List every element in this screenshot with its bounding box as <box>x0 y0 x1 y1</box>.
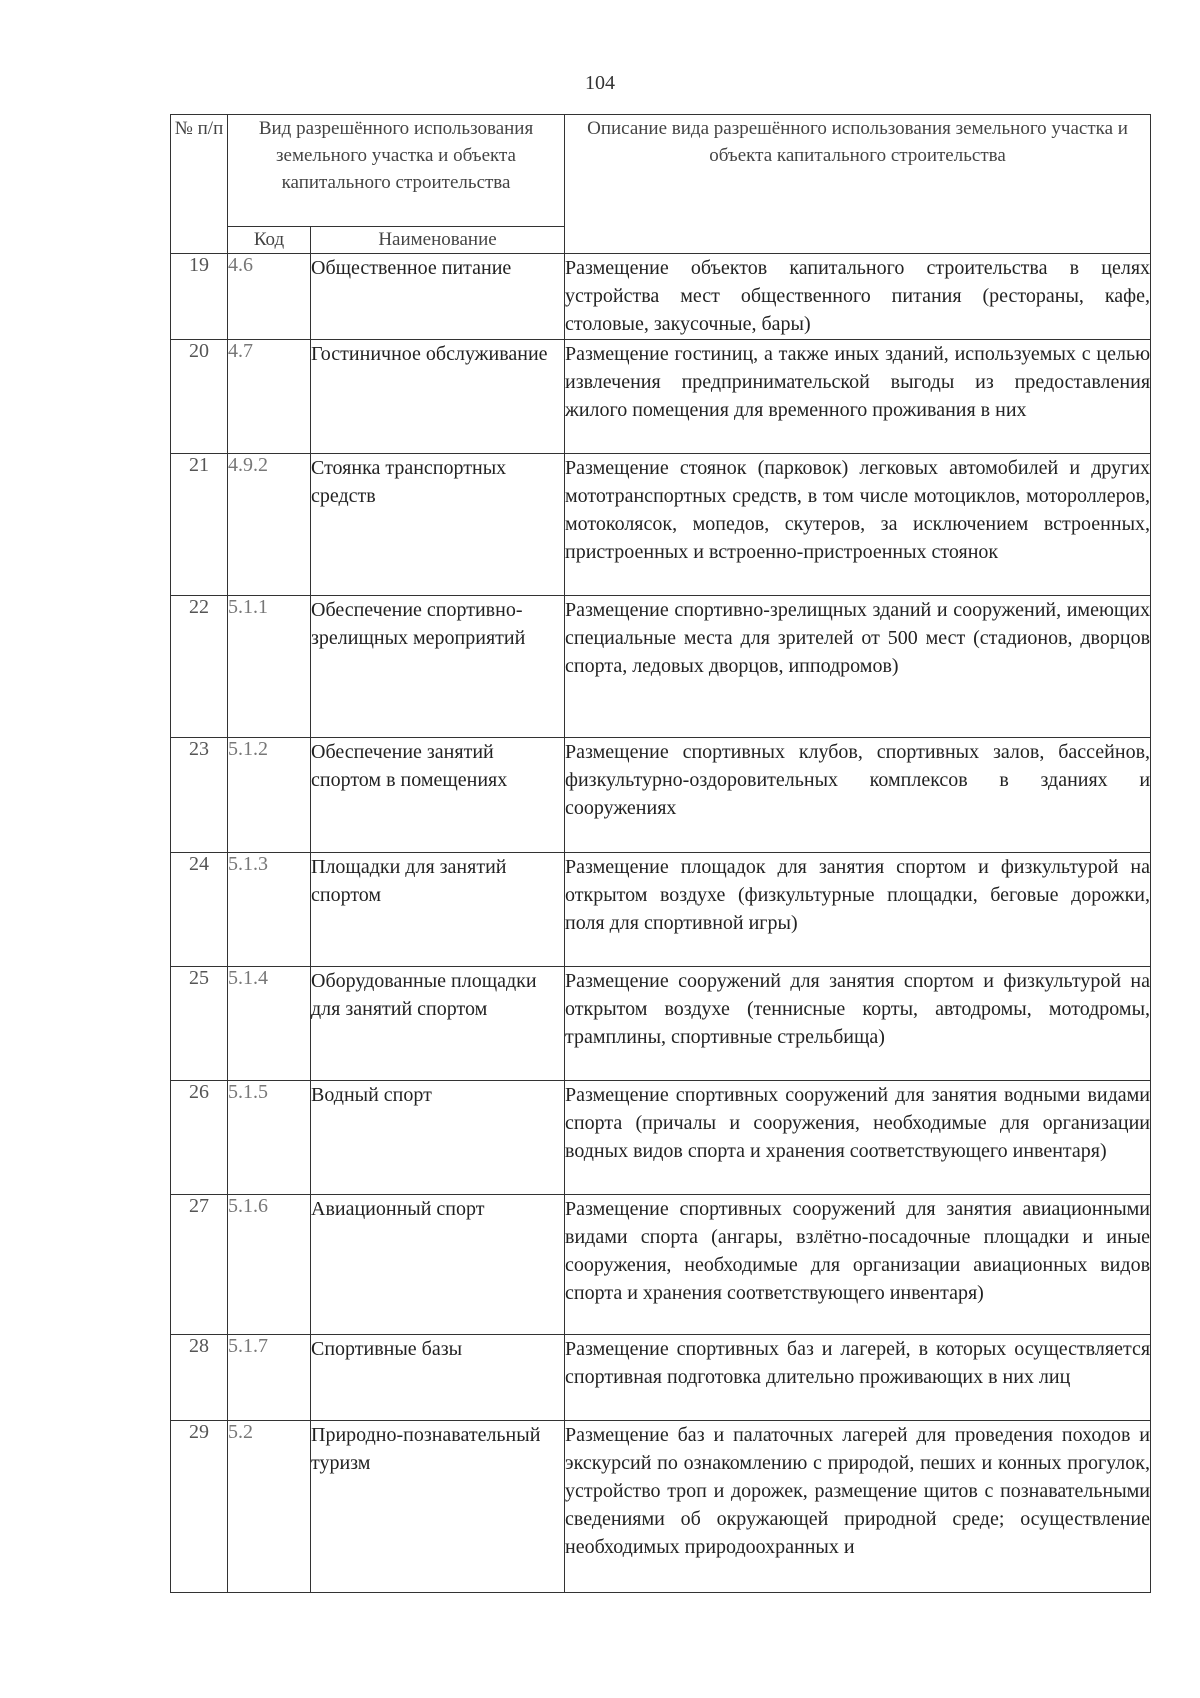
table-row <box>171 340 1151 454</box>
row-name: Общественное питание <box>311 254 565 340</box>
row-description: Размещение площадок для занятия спортом и физкультурой на открытом воздухе (физкультурные площадки, беговые дорожки, поля для спортивной игры) <box>565 853 1151 967</box>
table-row <box>171 454 1151 596</box>
header-code: Код <box>228 227 311 254</box>
row-code: 4.6 <box>228 254 311 340</box>
table-row <box>171 967 1151 1081</box>
row-description: Размещение объектов капитального строительства в целях устройства мест общественного питания (рестораны, кафе, столовые, закусочные, бары) <box>565 254 1151 340</box>
table-row <box>171 738 1151 853</box>
row-number: 23 <box>171 738 228 853</box>
table-header <box>171 115 1151 254</box>
row-code: 5.1.1 <box>228 596 311 738</box>
row-name: Площадки для занятий спортом <box>311 853 565 967</box>
row-description: Размещение спортивных клубов, спортивных залов, бассейнов, физкультурно-оздоровительных комплексов в зданиях и сооружениях <box>565 738 1151 853</box>
row-name: Гостиничное обслуживание <box>311 340 565 454</box>
row-name: Обеспечение занятий спортом в помещениях <box>311 738 565 853</box>
row-code: 5.1.3 <box>228 853 311 967</box>
row-code: 4.9.2 <box>228 454 311 596</box>
row-name: Стоянка транспортных средств <box>311 454 565 596</box>
row-description: Размещение спортивных сооружений для занятия водными видами спорта (причалы и сооружения, необходимые для организации водных видов спорта и хранения соответствующего инвентаря) <box>565 1081 1151 1195</box>
row-number: 26 <box>171 1081 228 1195</box>
row-name: Авиационный спорт <box>311 1195 565 1335</box>
row-code: 5.1.6 <box>228 1195 311 1335</box>
row-name: Оборудованные площадки для занятий спортом <box>311 967 565 1081</box>
row-number: 22 <box>171 596 228 738</box>
row-description: Размещение спортивных баз и лагерей, в которых осуществляется спортивная подготовка длительно проживающих в них лиц <box>565 1335 1151 1421</box>
row-number: 24 <box>171 853 228 967</box>
header-name: Наименование <box>311 227 565 254</box>
row-code: 4.7 <box>228 340 311 454</box>
land-use-table <box>170 114 1151 1593</box>
row-code: 5.1.4 <box>228 967 311 1081</box>
row-description: Размещение стоянок (парковок) легковых автомобилей и других мототранспортных средств, в том числе мотоциклов, мотороллеров, мотоколясок, мопедов, скутеров, за исключением встроенных, пристроенных и встроенно-пристроенных стоянок <box>565 454 1151 596</box>
row-name: Водный спорт <box>311 1081 565 1195</box>
row-name: Природно-познавательный туризм <box>311 1421 565 1593</box>
table-row <box>171 1335 1151 1421</box>
row-code: 5.2 <box>228 1421 311 1593</box>
row-description: Размещение баз и палаточных лагерей для проведения походов и экскурсий по ознакомлению с природой, пеших и конных прогулок, устройство троп и дорожек, размещение щитов с познавательными сведениями об окружающей природной среде; осуществление необходимых природоохранных и <box>565 1421 1151 1593</box>
row-description: Размещение сооружений для занятия спортом и физкультурой на открытом воздухе (теннисные корты, автодромы, мотодромы, трамплины, спортивные стрельбища) <box>565 967 1151 1081</box>
table-row <box>171 1081 1151 1195</box>
header-description: Описание вида разрешённого использования земельного участка и объекта капитального строительства <box>565 115 1151 254</box>
table-row <box>171 1421 1151 1593</box>
row-number: 29 <box>171 1421 228 1593</box>
table-row <box>171 853 1151 967</box>
header-type-group: Вид разрешённого использования земельного участка и объекта капитального строительства <box>228 115 565 227</box>
row-code: 5.1.2 <box>228 738 311 853</box>
row-description: Размещение спортивных сооружений для занятия авиационными видами спорта (ангары, взлётно-посадочные площадки и иные сооружения, необходимые для организации авиационных видов спорта и хранения соответствующего инвентаря) <box>565 1195 1151 1335</box>
row-code: 5.1.5 <box>228 1081 311 1195</box>
header-num: № п/п <box>171 115 228 254</box>
table-body <box>171 254 1151 1593</box>
table-row <box>171 596 1151 738</box>
row-description: Размещение гостиниц, а также иных зданий, используемых с целью извлечения предпринимательской выгоды из предоставления жилого помещения для временного проживания в них <box>565 340 1151 454</box>
row-number: 28 <box>171 1335 228 1421</box>
page-number: 104 <box>585 72 615 94</box>
row-number: 25 <box>171 967 228 1081</box>
row-number: 21 <box>171 454 228 596</box>
row-number: 19 <box>171 254 228 340</box>
row-number: 27 <box>171 1195 228 1335</box>
row-description: Размещение спортивно-зрелищных зданий и сооружений, имеющих специальные места для зрителей от 500 мест (стадионов, дворцов спорта, ледовых дворцов, ипподромов) <box>565 596 1151 738</box>
row-code: 5.1.7 <box>228 1335 311 1421</box>
row-name: Спортивные базы <box>311 1335 565 1421</box>
table-row <box>171 254 1151 340</box>
table-row <box>171 1195 1151 1335</box>
row-name: Обеспечение спортивно-зрелищных мероприятий <box>311 596 565 738</box>
row-number: 20 <box>171 340 228 454</box>
